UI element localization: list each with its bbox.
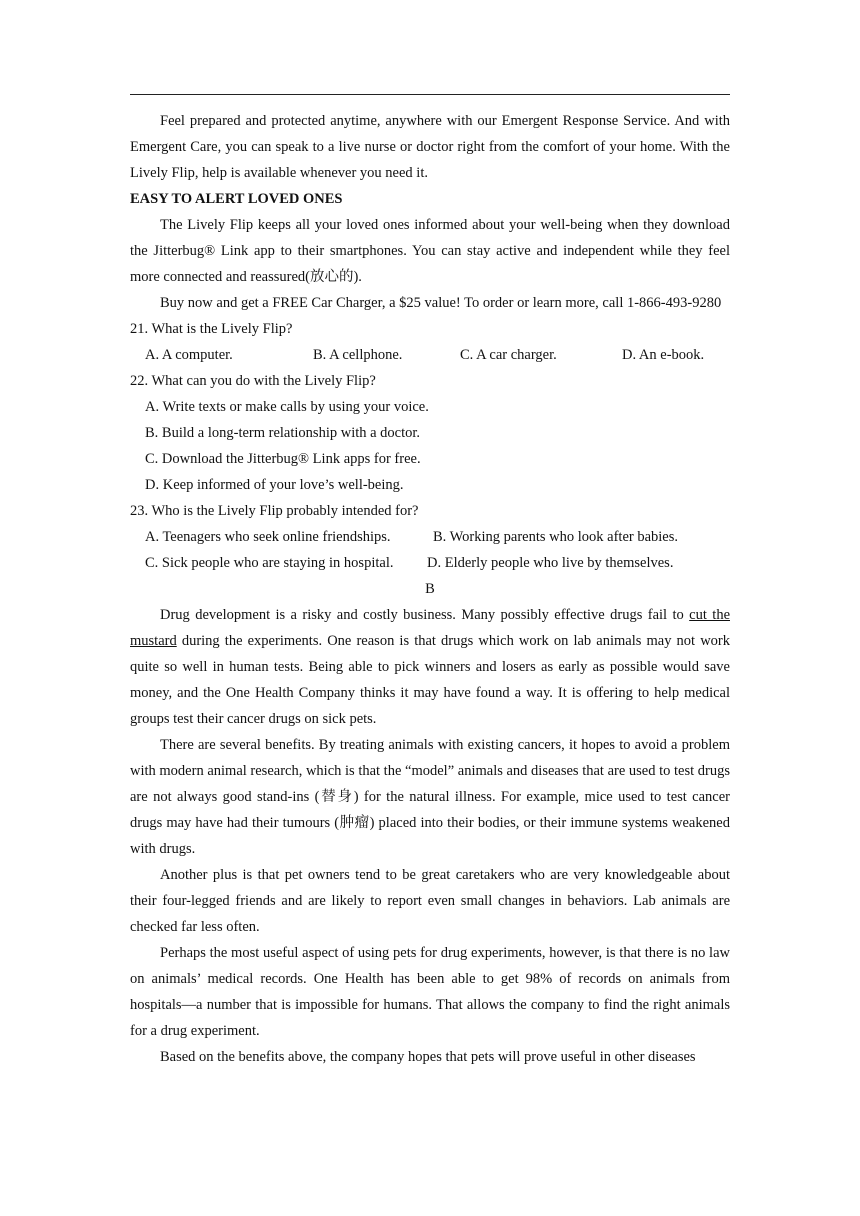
option: A. Teenagers who seek online friendships. xyxy=(145,529,391,545)
option: A. Write texts or make calls by using your voice. xyxy=(145,399,429,415)
question-options xyxy=(130,550,730,576)
paragraph: The Lively Flip keeps all your loved ones informed about your well-being when they download the Jitterbug® Link app to their smartphones. You can stay active and independent while they feel more connected and reassured(放心的). xyxy=(130,217,730,285)
underlined-phrase: cut the mustard xyxy=(130,607,730,649)
passage-label: B xyxy=(425,581,435,597)
text-run: Drug development is a risky and costly business. Many possibly effective drugs fail to xyxy=(160,607,690,623)
text-run: during the experiments. One reason is that drugs which work on lab animals may not work quite so well in human tests. Being able to pick winners and losers as early as possible would save money, and the One Health Company thinks it may have found a way. It is offering to help medical groups test their cancer drugs on sick pets. xyxy=(130,633,730,727)
option: C. Sick people who are staying in hospital. xyxy=(145,555,394,571)
question-options xyxy=(130,524,730,550)
option: D. Keep informed of your love’s well-being. xyxy=(145,477,404,493)
option: D. Elderly people who live by themselves. xyxy=(427,555,674,571)
option: C. A car charger. xyxy=(460,347,557,363)
paragraph: Feel prepared and protected anytime, anywhere with our Emergent Response Service. And with Emergent Care, you can speak to a live nurse or doctor right from the comfort of your home. With the Lively Flip, help is available whenever you need it. xyxy=(130,113,730,181)
paragraph: Based on the benefits above, the company hopes that pets will prove useful in other diseases xyxy=(160,1049,696,1065)
option: B. A cellphone. xyxy=(313,347,403,363)
option: D. An e-book. xyxy=(622,347,705,363)
header-rule xyxy=(130,94,730,95)
question-options xyxy=(130,342,730,368)
question-stem: 23. Who is the Lively Flip probably intended for? xyxy=(130,503,419,519)
option: C. Download the Jitterbug® Link apps for free. xyxy=(145,451,421,467)
option: B. Working parents who look after babies. xyxy=(433,529,679,545)
document-body xyxy=(130,108,730,1070)
section-heading: EASY TO ALERT LOVED ONES xyxy=(130,191,343,207)
paragraph: Perhaps the most useful aspect of using pets for drug experiments, however, is that there is no law on animals’ medical records. One Health has been able to get 98% of records on animals from hospitals—a number that is impossible for humans. That allows the company to find the right animals for a drug experiment. xyxy=(130,945,730,1039)
option: B. Build a long-term relationship with a doctor. xyxy=(145,425,421,441)
paragraph: There are several benefits. By treating animals with existing cancers, it hopes to avoid a problem with modern animal research, which is that the “model” animals and diseases that are used to test drugs are not always good stand-ins (替身) for the natural illness. For example, mice used to test cancer drugs may have had their tumours (肿瘤) placed into their bodies, or their immune systems weakened with drugs. xyxy=(130,737,730,857)
option: A. A computer. xyxy=(145,347,233,363)
question-stem: 21. What is the Lively Flip? xyxy=(130,321,293,337)
paragraph: Another plus is that pet owners tend to be great caretakers who are very knowledgeable about their four-legged friends and are likely to report even small changes in behaviors. Lab animals are checked far less often. xyxy=(130,867,730,935)
question-stem: 22. What can you do with the Lively Flip? xyxy=(130,373,376,389)
paragraph xyxy=(130,602,730,732)
paragraph: Buy now and get a FREE Car Charger, a $25 value! To order or learn more, call 1-866-493-9280 xyxy=(160,295,722,311)
